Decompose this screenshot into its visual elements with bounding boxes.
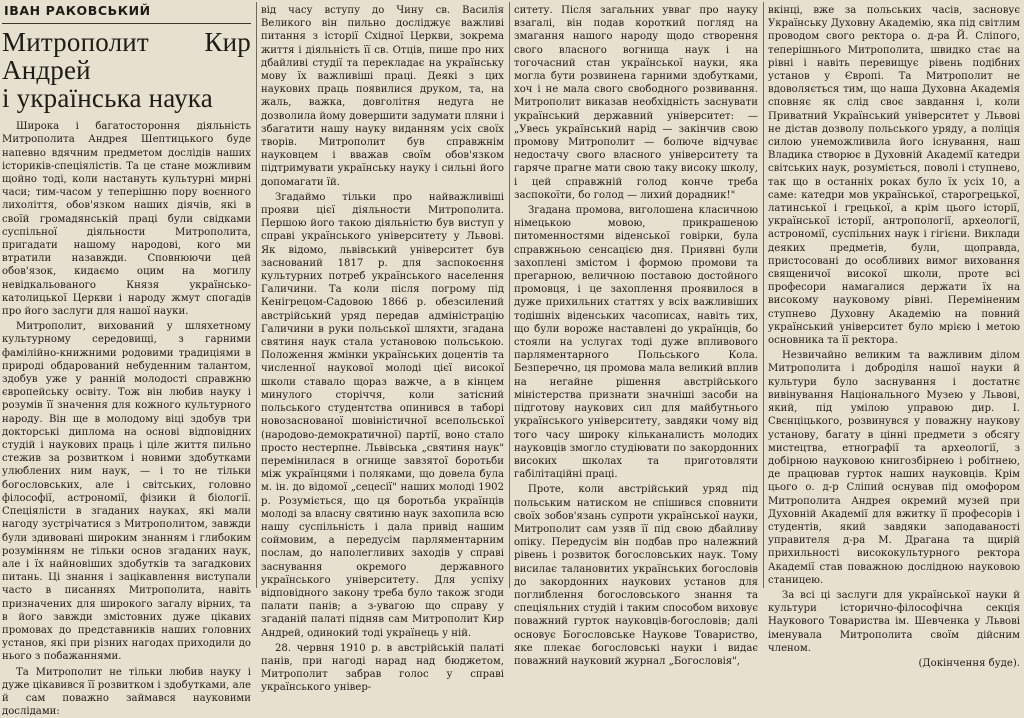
paragraph: Незвичайно великим та важливим ділом Митрополита і доброділя нашої науки й культури було заснування і достатнє вивінування Національного Музею у Львові, який, під умілою управою дир. І. Свєнціцького, розвинувся у поважну наукову установу, багату в цінні предмети з обсягу мистецтва, етнографії та археології, з добірною науковою книгозбірнею і робітнею, де працював гурток наших науковців. Крім цього о. д-р Сліпий оснував під омофором Митрополита Андрея окремий музей при Духовній Академії для вжитку її професорів і студентів, який завдяки заподаваності управителя д-ра М. Драгана та щирій прихильності висококультурного ректора Академії став поважною дослідною науковою станицею.: [768, 350, 1020, 586]
paragraph: ситету. Після загальних увваг про науку взагалі, він подав короткий погляд на змагання нашого народу щодо створення свого власного вогнища наук і на тогочасний стан української науки, яка могла бути розвинена гарними здобутками, хоч і не мала свого свободного розвивання. Митрополит виказав необхідність заснувати український державний університет: — „Увесь український нарід — закінчив свою промову Митрополит — болюче відчуває недостачу свого власного університету та гаряче прагне мати свою таку високу школу, і цей справжній голод конче треба заспокоїти, бо голод — лихий дорадник!": [514, 5, 758, 201]
column-divider: [509, 2, 510, 588]
column-3: [514, 4, 758, 667]
paragraph: Та Митрополит не тільки любив науку і дуже цікавився її розвитком і здобутками, але й сам поважно займався науковими дослідами:: [2, 666, 251, 718]
column-divider: [763, 2, 764, 588]
paragraph: Згадаймо тільки про найважливіші прояви цієї діяльности Митрополита. Першою його такою діяльністю був виступ у справі українського університету у Львові. Як відомо, львівський університет був заснований 1817 р. для заспокоєння культурних потреб українського населення Галичини. Та коли після погрому під Кенігрецом-Садовою 1866 р. обезсилений австрійський уряд передав адміністрацію Галичини в руки польської шляхти, згадана святиня наук стала установою польською. Положення жмінки українських доцентів та численної наукової молоді цієї високої школи ставало щораз важче, а в кінцем минулого сторіччя, коли затісний польського студентства опинився в таборі новозаснованої шовіністичної всепольської (народово-демократичної) партії, воно стало просто нестерпне. Львівська „святиня наук" перемінилася в огнище завзятої боротьби між українцями і поляками, що довела була м. ін. до відомої „сецесії" наших молоді 1902 р. Розуміється, що ця боротьба українців молоді за власну святиню наук захопила всю нашу суспільність і дала привід нашим соймовим, а передусім парляментарним послам, до наполегливих заходів у справі заснування окремого державного українського університету. Для успіху відповідного закону треба було також згоди палати панів; а з-увагою що справу у згаданій палаті підняв сам Митрополит Кир Андрей, одинокий тоді українець у ній.: [261, 191, 504, 639]
byline-rule: [2, 23, 251, 24]
paragraph: Проте, коли австрійський уряд під польським натиском не спішився сповнити своїх зобов'язань супроти української науки, Митрополит сам узяв її під свою дбайливу опіку. Передусім він подбав про належний рівень і розвиток богословських наук. Тому висилає талановитих українських богословів до закордонних наукових установ для поглиблення богословського знання та спеціяльних студій і таким способом виховує поважний гурток науковців-богословів; далі основує Богословське Наукове Товариство, яке плекає богословські науки і видає поважний науковий журнал „Богословія",: [514, 484, 758, 667]
paragraph: 28. червня 1910 р. в австрійській палаті панів, при нагоді нарад над бюджетом, Митрополит забрав голос у справі українського універ-: [261, 642, 504, 694]
paragraph: Митрополит, вихований у шляхетному культурному середовищі, з гарними фамілійно-книжними родовими традиціями в природі обдарований небуденним талантом, здобув уже у ранній молодості справжню європейську освіту. Тож він любив науку і розумів її значення для кожного культурного народу. Він ще в молодому віці здобув три докторські диплома на основі відповідних студій і наукових праць і ціле життя пильно стежив за розвитком і новими здобутками улюблених ним наук, — і то не тільки богословських, але і світських, головно філософії, астрономії, фізики й біології. Спеціялісти в згаданих науках, які мали нагоду зустрічатися з Митрополитом, завжди були здивовані широким знанням і глибоким розумінням не тільки основ згаданих наук, але і їх найновіших здобутків та загадкових питань. Ці знання і зацікавлення виступали часто в писаннях Митрополита, навіть призначених для широкого загалу вірних, та в його завжди змістовних дуже цікавих промовах до представників наших головних установ, які при різних нагодах приходили до нього з побажаннями.: [2, 321, 251, 663]
column-4: [768, 4, 1020, 669]
paragraph: від часу вступу до Чину св. Василія Великого він пильно досліджує важливі питання з історії Східної Церкви, зокрема життя і діяльність її св. Отців, пише про них дбайливі студії та перекладає на українську мову їх важливіші праці. Деякі з цих наукових праць появилися друком, та, на жаль, важка, довголітня недуга не дозволила йому довершити задумати пляни і збагатити нашу науку виданням усіх своїх творів. Митрополит був справжнім науковцем і вважав своїм обов'язком підтримувати українську науку і сильні його допомагати їй.: [261, 5, 504, 188]
column-2: [261, 4, 504, 694]
author-byline: ІВАН РАКОВСЬКИЙ: [4, 3, 151, 18]
column-1: [2, 3, 251, 718]
paragraph: вкінці, вже за польських часів, засновує Українську Духовну Академію, яка під світлим проводом свого ректора о. д-ра Й. Сліпого, теперішнього Митрополита, швидко стає на рівні і навіть перевищує рівень подібних установ у Європі. Та Митрополит не вдоволяється тим, що наша Духовна Академія сповняє як слід своє завдання і, коли Приватний Український університет у Львові не дістав дозволу польського уряду, а поліція силою унеможливила його існування, наш Владика створює в Духовній Академії катедри світських наук, розуміється, поволі і ступнево, так що в останніх роках було їх усіх 10, а саме: катедри мов української, старогрецької, латинської і грецької, а крім цього історії, української історії, антропології, археології, астрономії, суспільних наук і гігієни. Виклади деяких предметів, були, щоправда, пристосовані до особливих вимог виховання священичої високої школи, проте всі професори намагалися держати їх на високому науковому рівні. Переміненим ступнево Духовну Академію на повний український університет було мрією і метою основника та її ректора.: [768, 5, 1020, 347]
paragraph: Згадана промова, виголошена класичною німецькою мовою, прикрашеною питоменностями віденської говірки, була справжньою сенсацією дня. Приявні були захоплені змістом і формою промови та прегарною, величною поставою достойного промовця, і це захоплення проявилося в дуже прихильних статтях у всіх важливіших тодішніх віденських часописах, навіть тих, що були вороже наставлені до українців, бо стояли на услугах тоді дуже впливового парляментарного Польського Кола. Безперечно, ця промова мала великий вплив на негайне рішення австрійського міністерства признати значніші засоби на підготову наукових сил для майбутнього українського університету, завдяки чому від того часу широку кільканалисть молодих науковців змогло студіювати по закордонних високих школах та приготовляти габілітаційні праці.: [514, 205, 758, 481]
column-divider: [256, 2, 257, 588]
article-title: [2, 28, 251, 112]
title-line-2: і українська наука: [2, 83, 213, 114]
paragraph: За всі ці заслуги для української науки й культури історично-філософічна секція Наукового Товариства ім. Шевченка у Львові іменувала Митрополита своїм дійсним членом.: [768, 589, 1020, 654]
title-line-1: Митрополит Кир Андрей: [2, 27, 251, 86]
continuation-note: (Докінчення буде).: [918, 657, 1020, 669]
paragraph: Широка і багатостороння діяльність Митрополита Андрея Шептицького буде напевно вдячним предметом дослідів наших істориків-спеціялістів. Та це стане можливим щойно тоді, коли настануть культурні мирні часи; тим-часом у теперішню пору воєнного лихоліття, обов'язком наших діячів, які в своїй громадянській праці були свідками суспільної діяльности Митрополита, пригадати нашому народові, кого ми втратили назавжди. Сповнюючи цей обов'язок, кидаємо оцим на могилу невідкальованого Князя українсько-католицької Церкви і народу жмут спогадів про його заслуги для нашої науки.: [2, 121, 251, 318]
